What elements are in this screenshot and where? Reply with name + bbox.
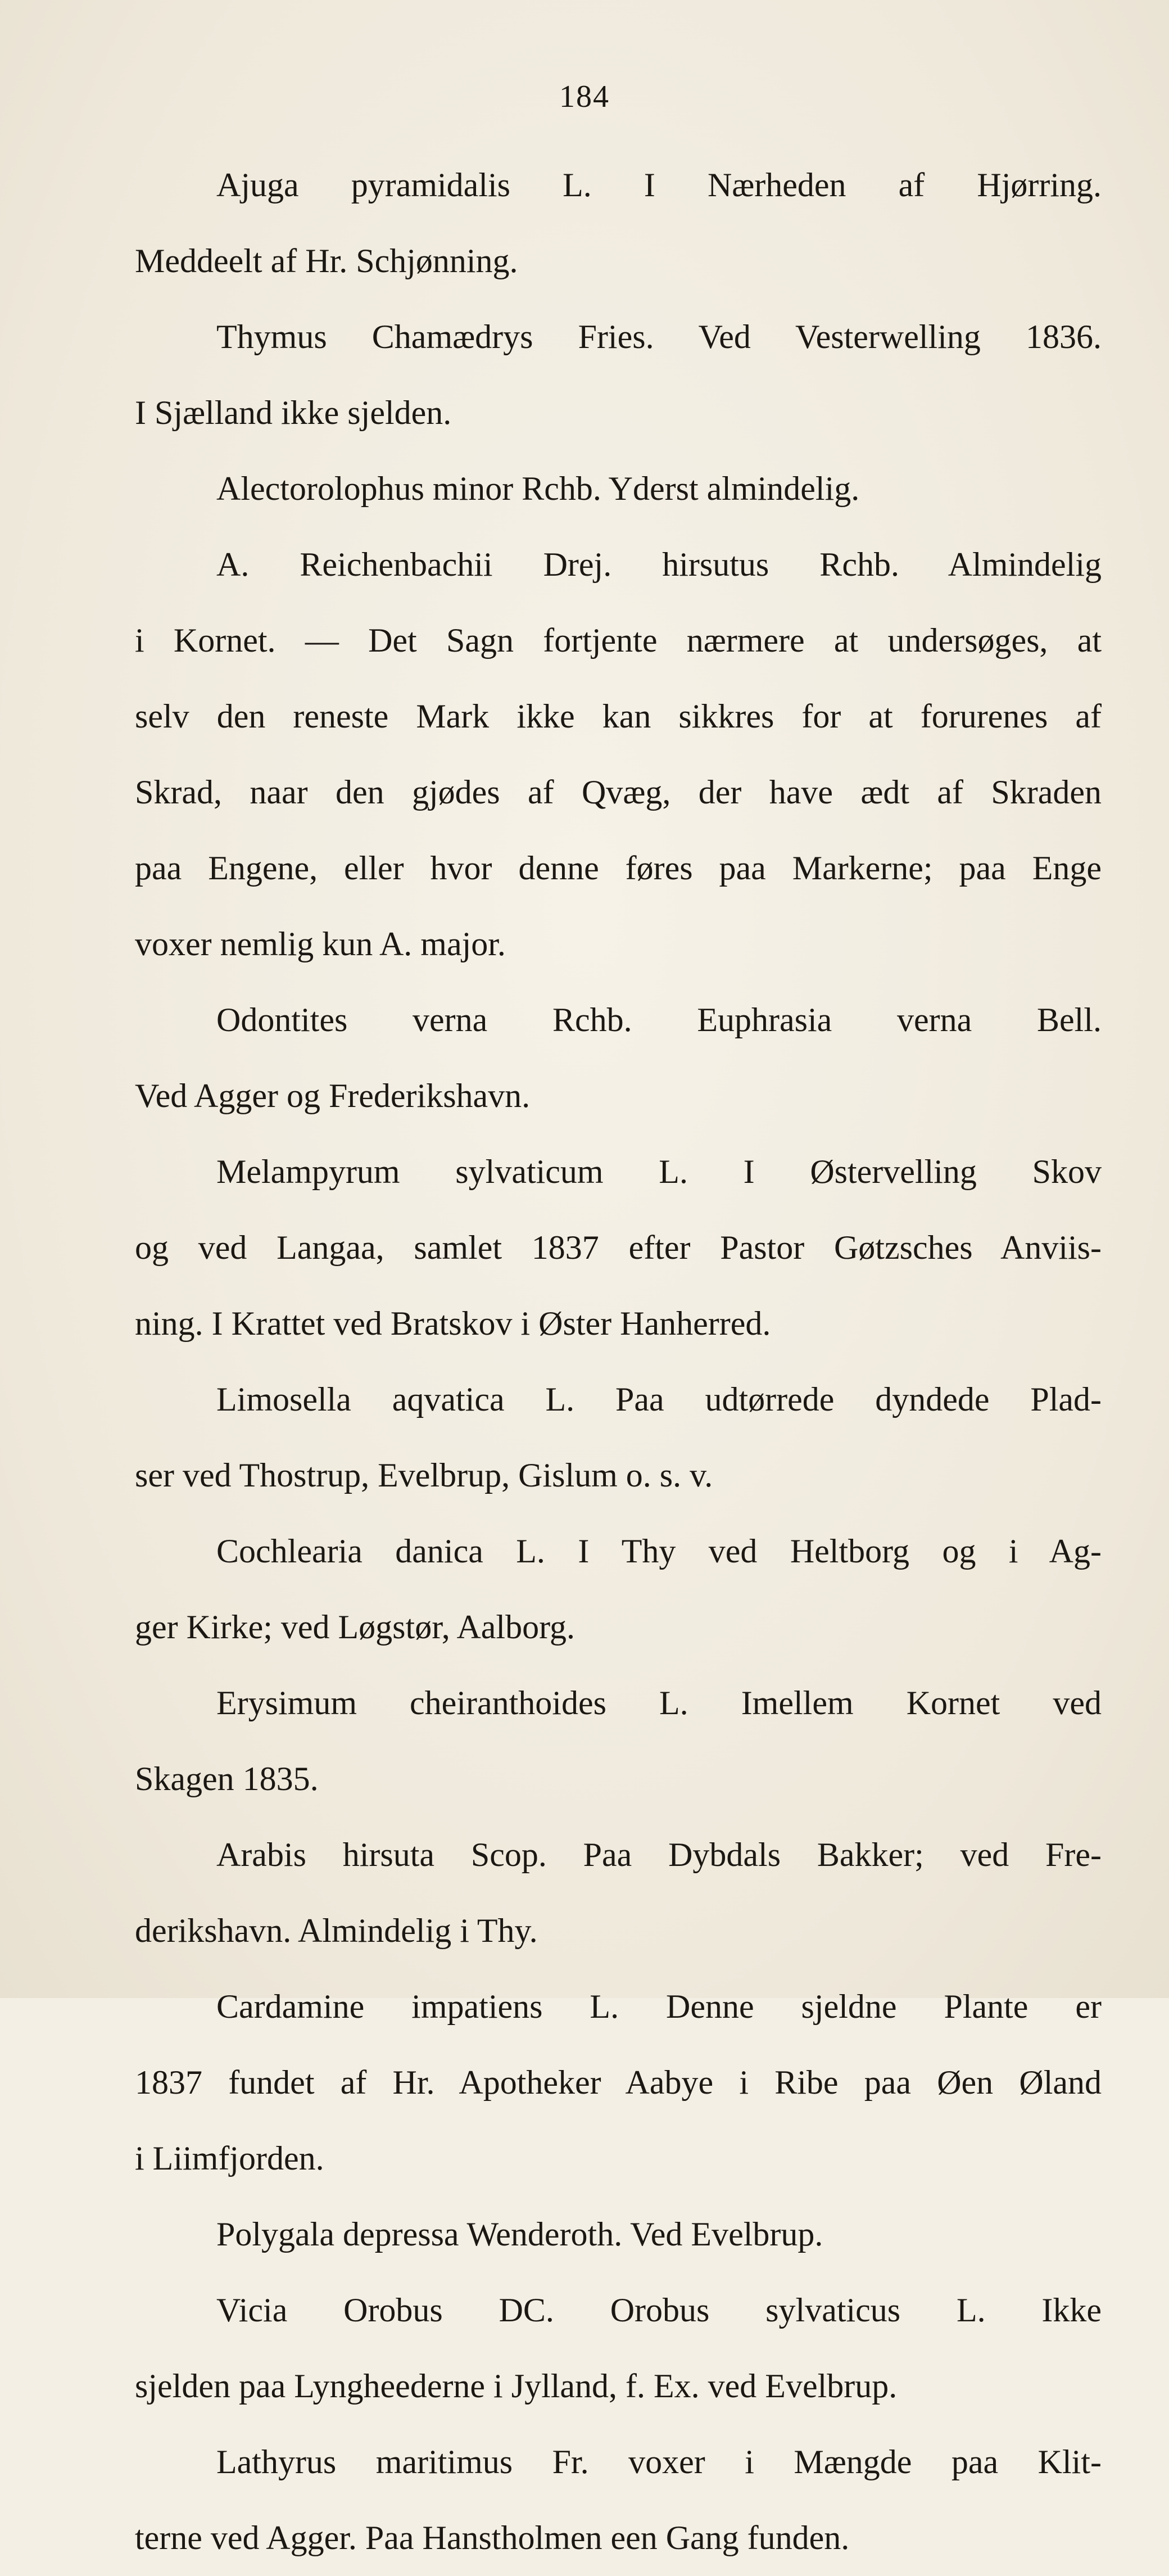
entry-text-line: derikshavn. Almindelig i Thy.	[135, 1912, 538, 1949]
species-entry	[135, 1362, 1102, 1513]
species-entry	[135, 1817, 1102, 1969]
entry-heading-line: Cochlearia danica L. I Thy ved Heltborg og i Ag-	[216, 1533, 1102, 1570]
entry-heading-line: Arabis hirsuta Scop. Paa Dybdals Bakker; ved Fre-	[216, 1836, 1102, 1873]
species-entry	[135, 1665, 1102, 1817]
species-entry	[135, 2197, 1102, 2272]
species-entry	[135, 299, 1102, 451]
species-entry	[135, 451, 1102, 527]
species-entry	[135, 1134, 1102, 1362]
entry-heading-line: Alectorolophus minor Rchb. Yderst almindelig.	[216, 470, 860, 507]
species-entry	[135, 147, 1102, 299]
entry-heading-line: Thymus Chamædrys Fries. Ved Vesterwelling 1836.	[216, 318, 1102, 355]
entry-text-line: I Sjælland ikke sjelden.	[135, 394, 452, 431]
page-number: 184	[559, 79, 610, 114]
entry-text-line: selv den reneste Mark ikke kan sikkres for at forurenes af	[135, 698, 1102, 735]
species-entry	[135, 2272, 1102, 2424]
entry-text-line: sjelden paa Lyngheederne i Jylland, f. Ex. ved Evelbrup.	[135, 2367, 898, 2405]
entry-heading-line: Odontites verna Rchb. Euphrasia verna Bell.	[216, 1001, 1102, 1038]
entry-text-line: i Kornet. — Det Sagn fortjente nærmere at undersøges, at	[135, 622, 1102, 659]
entry-text-line: og ved Langaa, samlet 1837 efter Pastor Gøtzsches Anviis-	[135, 1229, 1102, 1266]
entry-text-line: ser ved Thostrup, Evelbrup, Gislum o. s. v.	[135, 1457, 713, 1494]
entry-heading-line: Erysimum cheiranthoides L. Imellem Kornet ved	[216, 1684, 1102, 1721]
entry-heading-line: Polygala depressa Wenderoth. Ved Evelbrup.	[216, 2216, 823, 2253]
entry-heading-line: Cardamine impatiens L. Denne sjeldne Plante er	[216, 1988, 1102, 2025]
species-entry	[135, 2424, 1102, 2576]
species-entry	[135, 1969, 1102, 2197]
entry-text-line: terne ved Agger. Paa Hanstholmen een Gang funden.	[135, 2519, 850, 2556]
entry-text-line: i Liimfjorden.	[135, 2140, 324, 2177]
entry-text-line: 1837 fundet af Hr. Apotheker Aabye i Ribe paa Øen Øland	[135, 2064, 1102, 2101]
entry-heading-line: Ajuga pyramidalis L. I Nærheden af Hjørring.	[216, 166, 1102, 204]
entry-text-line: Meddeelt af Hr. Schjønning.	[135, 242, 518, 279]
species-entry	[135, 982, 1102, 1134]
entry-text-line: voxer nemlig kun A. major.	[135, 925, 506, 962]
entry-text-line: ning. I Krattet ved Bratskov i Øster Hanherred.	[135, 1305, 771, 1342]
entry-heading-line: Vicia Orobus DC. Orobus sylvaticus L. Ikke	[216, 2292, 1102, 2329]
entry-text-line: Ved Agger og Frederikshavn.	[135, 1077, 531, 1114]
entry-heading-line: Melampyrum sylvaticum L. I Østervelling Skov	[216, 1153, 1102, 1190]
species-entry	[135, 527, 1102, 982]
entry-heading-line: A. Reichenbachii Drej. hirsutus Rchb. Almindelig	[216, 546, 1102, 583]
species-entry	[135, 1513, 1102, 1665]
entry-text-line: ger Kirke; ved Løgstør, Aalborg.	[135, 1608, 575, 1646]
entry-text-line: paa Engene, eller hvor denne føres paa Markerne; paa Enge	[135, 849, 1102, 887]
entry-text-line: Skagen 1835.	[135, 1760, 319, 1797]
entry-text-line: Skrad, naar den gjødes af Qvæg, der have ædt af Skraden	[135, 774, 1102, 811]
entry-heading-line: Lathyrus maritimus Fr. voxer i Mængde paa Klit-	[216, 2443, 1102, 2480]
text-block	[135, 147, 1102, 2576]
entry-heading-line: Limosella aqvatica L. Paa udtørrede dyndede Plad-	[216, 1381, 1102, 1418]
